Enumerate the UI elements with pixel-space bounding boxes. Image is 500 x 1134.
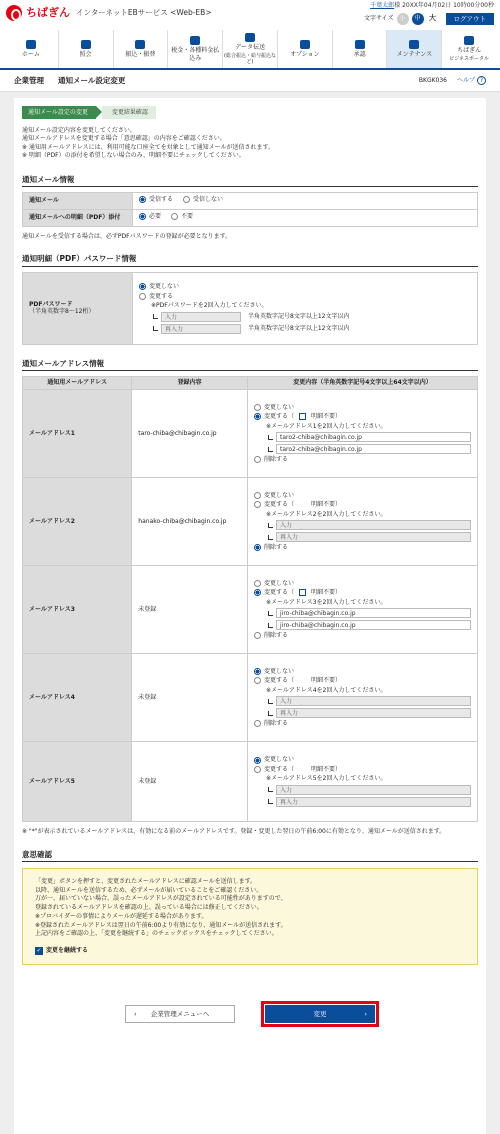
step-next: 変更結果確認 <box>102 106 156 119</box>
pdf-attach-label: 通知メールへの明細（PDF）添付 <box>23 209 133 226</box>
pdf-hint: ※PDFパスワードを2回入力してください。 <box>151 302 268 310</box>
help-link[interactable]: ヘルプ ? <box>457 76 486 85</box>
addr4-reinput[interactable]: 再入力 <box>276 708 471 718</box>
notify-not-receive-radio[interactable]: 受信しない <box>183 196 223 204</box>
addr1-delete-radio[interactable]: 削除する <box>254 456 288 464</box>
pdf-nochange-radio[interactable]: 変更しない <box>139 283 179 291</box>
inquiry-icon <box>81 40 91 49</box>
confirm-section-title: 意思確認 <box>22 850 478 862</box>
pdf-password-label: PDFパスワード （半角英数字8～12桁） <box>23 272 133 344</box>
pdf-password-input[interactable]: 入力 <box>161 312 241 322</box>
page-title-bar <box>0 70 500 92</box>
home-icon <box>26 40 36 49</box>
address-footnote: ※ "*"が表示されているメールアドレスは、有効になる前のメールアドレスです。登録・変更した翌日の午前6:00に有効となり、通知メールが送信されます。 <box>22 828 446 836</box>
address-row-2: メールアドレス2 hanako-chiba@chibagin.co.jp 変更しない 変更する（ 明細不要） ※メールアドレス2を2回入力してください。 入力 再入力 削除する <box>23 478 478 566</box>
addr1-no-detail-checkbox[interactable] <box>299 413 306 420</box>
addr3-input[interactable]: jiro-chiba@chibagin.co.jp <box>276 608 471 618</box>
addr5-reinput[interactable]: 再入力 <box>276 797 471 807</box>
page-category: 企業管理 <box>14 75 44 85</box>
change-button[interactable]: 変更 › <box>265 1005 375 1023</box>
addr2-input[interactable]: 入力 <box>276 520 471 530</box>
pdf-password-reinput[interactable]: 再入力 <box>161 324 241 334</box>
user-name[interactable]: 千葉太郎 <box>370 2 395 9</box>
addr4-delete-radio[interactable]: 削除する <box>254 720 288 728</box>
notify-label: 通知メール <box>23 192 133 209</box>
pdf-not-required-radio[interactable]: 不要 <box>171 213 193 221</box>
transfer-icon <box>135 40 145 49</box>
addr5-nochange-radio[interactable]: 変更しない <box>254 756 294 764</box>
nav-transfer[interactable]: 振込・振替 <box>114 30 169 68</box>
addr3-change-radio[interactable]: 変更する（ <box>254 589 294 597</box>
addr4-change-radio[interactable]: 変更する（ <box>254 677 294 685</box>
address-table: 通知用メールアドレス 登録内容 変更内容（半角英数字記号4文字以上64文字以内） メールアドレス1 taro-chiba@chibagin.co.jp 変更しない 変更する（ 明細不要） ※メールアドレス1を2回入力してください。 taro2-chiba@chibagin.co.jp taro2-chiba@chibagin.co.jp 削除する メールアドレス2 hanako-chiba@chibagin.co.jp 変更しない 変更する（ 明細不要） ※メールアドレス2を2回入力してください。 入力 再入力 削除する メールアドレス3 未登録 変更しない 変更する（ 明細不要） ※メールアドレス3を2回入力してください。 jiro-chiba@chibagin.co.jp jiro-chiba@chibagin.co.jp 削除する メールアドレス4 未登録 変更しない 変更する（ 明細不要） ※メールアドレス4を2回入力してください。 入力 再入力 削除する メールアドレス5 未登録 変更しない 変更する（ 明細不要） ※メールアドレス5を2回入力してください。 入力 再入力 <box>22 376 478 822</box>
data-transmission-icon <box>245 33 255 42</box>
checkmark-icon: ✓ <box>36 946 42 954</box>
addr2-change-radio[interactable]: 変更する（ <box>254 501 294 509</box>
maintenance-icon <box>409 40 419 49</box>
addr5-change-radio[interactable]: 変更する（ <box>254 766 294 774</box>
tax-payment-icon <box>190 36 200 45</box>
font-large-button[interactable]: 大 <box>427 13 439 25</box>
pdf-required-radio[interactable]: 必要 <box>139 213 161 221</box>
approval-icon <box>355 40 365 49</box>
continue-change-checkbox[interactable]: ✓ 変更を継続する <box>36 946 89 955</box>
nav-portal[interactable]: ちばぎん ビジネスポータル <box>442 30 496 68</box>
help-icon: ? <box>477 76 486 85</box>
notify-table <box>22 192 478 227</box>
addr3-reinput[interactable]: jiro-chiba@chibagin.co.jp <box>276 620 471 630</box>
nav-option[interactable]: オプション <box>278 30 333 68</box>
screen-id: BKGK036 <box>418 76 447 84</box>
addr3-no-detail-checkbox[interactable] <box>299 589 306 596</box>
nav-data-transmission[interactable]: データ伝送 (総合振込・給与振込など) <box>223 30 278 68</box>
brand-logo <box>6 5 212 21</box>
addr2-reinput[interactable]: 再入力 <box>276 532 471 542</box>
chevron-left-icon: ‹ <box>134 1009 137 1018</box>
addr2-nochange-radio[interactable]: 変更しない <box>254 492 294 500</box>
service-name: インターネットEBサービス <Web-EB> <box>76 8 212 18</box>
intro-text: 通知メール設定内容を変更してください。 通知メールアドレスを変更する場合「意思確認」の内容をご確認ください。 ※ 通知用メールアドレスには、利用可能な口座全てを対象として通知メールが送信されます。 ※ 明細（PDF）の添付を希望しない場合のみ、明細不要にチェックしてください。 <box>22 127 275 160</box>
addr1-change-radio[interactable]: 変更する（ <box>254 413 294 421</box>
addr3-nochange-radio[interactable]: 変更しない <box>254 580 294 588</box>
pdf-section-title: 通知明細（PDF）パスワード情報 <box>22 254 478 266</box>
button-row <box>22 1005 478 1023</box>
pdf-password-table: PDFパスワード （半角英数字8～12桁） 変更しない 変更する ※PDFパスワードを2回入力してください。 入力 半角英数字記号8文字以上12文字以内 再入力 半角英数字記号8文字以上12文字以内 <box>22 272 478 345</box>
addr4-nochange-radio[interactable]: 変更しない <box>254 668 294 676</box>
font-size-label: 文字サイズ <box>363 14 394 22</box>
portal-icon <box>464 36 474 45</box>
addr1-nochange-radio[interactable]: 変更しない <box>254 404 294 412</box>
login-time: 20XX年04月02日 10時00分00秒 <box>402 2 494 9</box>
confirm-box: 「変更」ボタンを押すと、変更されたメールアドレスに確認メールを送信します。 以降、通知メールを送信するため、必ずメールが届いていることをご確認ください。 万が一、届いていない場合、誤ったメールアドレスが設定されている可能性がありますので、 登録されているメールアドレスを確認の上、誤っている場合には修正してください。 ※プロバイダーの事情によりメールが遅延する場合があります。 ※登録されたメールアドレスは翌日の午前6:00より有効になり、通知メールが送信されます。 上記内容をご確認の上、「変更を継続する」のチェックボックスをチェックしてください。 ✓ 変更を継続する <box>22 868 478 965</box>
nav-home[interactable]: ホーム <box>4 30 59 68</box>
address-row-4: メールアドレス4 未登録 変更しない 変更する（ 明細不要） ※メールアドレス4を2回入力してください。 入力 再入力 削除する <box>23 654 478 742</box>
nav-maintenance[interactable]: メンテナンス <box>387 30 442 68</box>
font-small-button[interactable]: 小 <box>397 13 409 25</box>
main-content <box>14 98 486 1134</box>
address-row-3: メールアドレス3 未登録 変更しない 変更する（ 明細不要） ※メールアドレス3を2回入力してください。 jiro-chiba@chibagin.co.jp jiro-chiba@chibagin.co.jp 削除する <box>23 566 478 654</box>
nav-inquiry[interactable]: 照会 <box>59 30 114 68</box>
addr5-input[interactable]: 入力 <box>276 785 471 795</box>
addr-section-title: 通知メールアドレス情報 <box>22 359 478 371</box>
step-current: 通知メール設定の変更 <box>22 106 96 119</box>
addr4-input[interactable]: 入力 <box>276 696 471 706</box>
user-info: 千葉太郎様 20XX年04月02日 10時00分00秒 <box>370 2 494 9</box>
chibagin-logo-icon <box>6 5 22 21</box>
address-row-1: メールアドレス1 taro-chiba@chibagin.co.jp 変更しない 変更する（ 明細不要） ※メールアドレス1を2回入力してください。 taro2-chiba@chibagin.co.jp taro2-chiba@chibagin.co.jp 削除する <box>23 390 478 478</box>
nav-tax-payment[interactable]: 税金・各種料金払込み <box>168 30 223 68</box>
address-row-5: メールアドレス5 未登録 変更しない 変更する（ 明細不要） ※メールアドレス5を2回入力してください。 入力 再入力 <box>23 742 478 822</box>
chevron-right-icon: › <box>364 1009 367 1018</box>
step-indicator <box>22 106 478 119</box>
pdf-change-radio[interactable]: 変更する <box>139 293 173 301</box>
font-medium-button[interactable]: 中 <box>412 13 424 25</box>
header <box>0 0 500 30</box>
notify-note: 通知メールを受信する場合は、必ずPDFパスワードの登録が必要となります。 <box>22 232 232 240</box>
brand-name: ちばぎん <box>26 6 70 20</box>
option-icon <box>300 40 310 49</box>
logout-button[interactable]: ログアウト <box>446 13 495 25</box>
addr1-reinput[interactable]: taro2-chiba@chibagin.co.jp <box>276 444 471 454</box>
nav-approval[interactable]: 承認 <box>333 30 388 68</box>
notify-section-title: 通知メール情報 <box>22 175 478 187</box>
global-nav <box>0 30 500 70</box>
notify-receive-radio[interactable]: 受信する <box>139 196 173 204</box>
page-title: 通知メール設定変更 <box>58 75 126 85</box>
back-to-menu-button[interactable]: ‹ 企業管理メニューへ <box>125 1005 235 1023</box>
addr1-input[interactable]: taro2-chiba@chibagin.co.jp <box>276 432 471 442</box>
addr2-delete-radio[interactable]: 削除する <box>254 544 288 552</box>
addr3-delete-radio[interactable]: 削除する <box>254 632 288 640</box>
